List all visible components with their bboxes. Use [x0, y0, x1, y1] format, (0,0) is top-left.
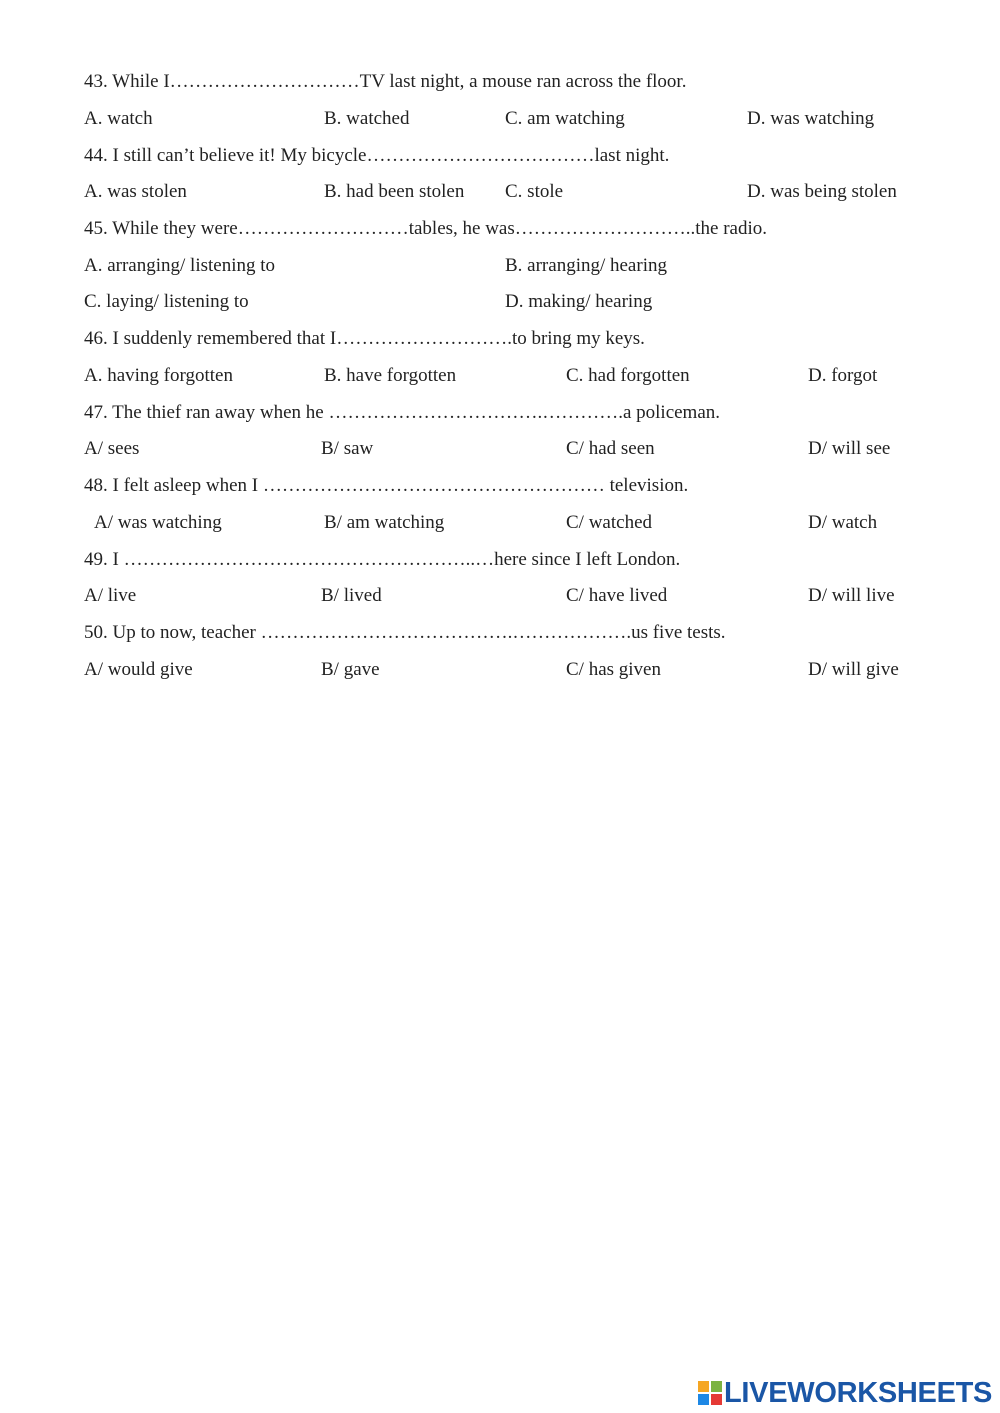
option-b[interactable]: B/ lived: [321, 585, 382, 606]
option-c[interactable]: C/ watched: [566, 512, 653, 533]
option-b[interactable]: B/ am watching: [324, 512, 445, 533]
option-d[interactable]: D/ will give: [808, 659, 899, 680]
option-c[interactable]: C. stole: [505, 181, 564, 202]
option-b[interactable]: B. watched: [324, 108, 410, 129]
question-text: 48. I felt asleep when I ……………………………………………… television.: [84, 475, 689, 496]
option-a[interactable]: A/ sees: [84, 438, 140, 459]
option-c[interactable]: C. am watching: [505, 108, 625, 129]
option-c[interactable]: C. laying/ listening to: [84, 291, 249, 312]
option-b[interactable]: B. arranging/ hearing: [505, 255, 667, 276]
logo-icon: [698, 1381, 722, 1405]
option-b[interactable]: B/ gave: [321, 659, 380, 680]
question-text: 44. I still can’t believe it! My bicycle………………………………last night.: [84, 145, 670, 166]
liveworksheets-logo[interactable]: [698, 1377, 994, 1409]
option-a[interactable]: A. having forgotten: [84, 365, 233, 386]
option-b[interactable]: B/ saw: [321, 438, 374, 459]
option-a[interactable]: A/ was watching: [94, 512, 222, 533]
option-d[interactable]: D/ will see: [808, 438, 891, 459]
option-d[interactable]: D. forgot: [808, 365, 878, 386]
question-text: 45. While they were………………………tables, he was………………………..the radio.: [84, 218, 768, 239]
option-d[interactable]: D. making/ hearing: [505, 291, 653, 312]
logo-square: [698, 1394, 709, 1405]
question-text: 49. I ………………………………………………..…here since I left London.: [84, 549, 681, 570]
question-text: 46. I suddenly remembered that I……………………….to bring my keys.: [84, 328, 645, 349]
option-c[interactable]: C/ has given: [566, 659, 661, 680]
question-text: 43. While I…………………………TV last night, a mouse ran across the floor.: [84, 71, 687, 92]
option-d[interactable]: D. was watching: [747, 108, 875, 129]
logo-square: [698, 1381, 709, 1392]
logo-square: [711, 1394, 722, 1405]
option-c[interactable]: C. had forgotten: [566, 365, 690, 386]
option-a[interactable]: A/ live: [84, 585, 137, 606]
logo-square: [711, 1381, 722, 1392]
option-d[interactable]: D/ watch: [808, 512, 878, 533]
option-a[interactable]: A. arranging/ listening to: [84, 255, 276, 276]
question-text: 47. The thief ran away when he …………………………….………….a policeman.: [84, 402, 721, 423]
logo-text: LIVEWORKSHEETS: [724, 1377, 993, 1409]
option-d[interactable]: D. was being stolen: [747, 181, 897, 202]
question-text: 50. Up to now, teacher ………………………………….……………….us five tests.: [84, 622, 726, 643]
option-b[interactable]: B. had been stolen: [324, 181, 465, 202]
option-a[interactable]: A. watch: [84, 108, 153, 129]
option-d[interactable]: D/ will live: [808, 585, 895, 606]
option-c[interactable]: C/ have lived: [566, 585, 668, 606]
option-a[interactable]: A. was stolen: [84, 181, 187, 202]
option-b[interactable]: B. have forgotten: [324, 365, 457, 386]
option-c[interactable]: C/ had seen: [566, 438, 655, 459]
option-a[interactable]: A/ would give: [84, 659, 193, 680]
